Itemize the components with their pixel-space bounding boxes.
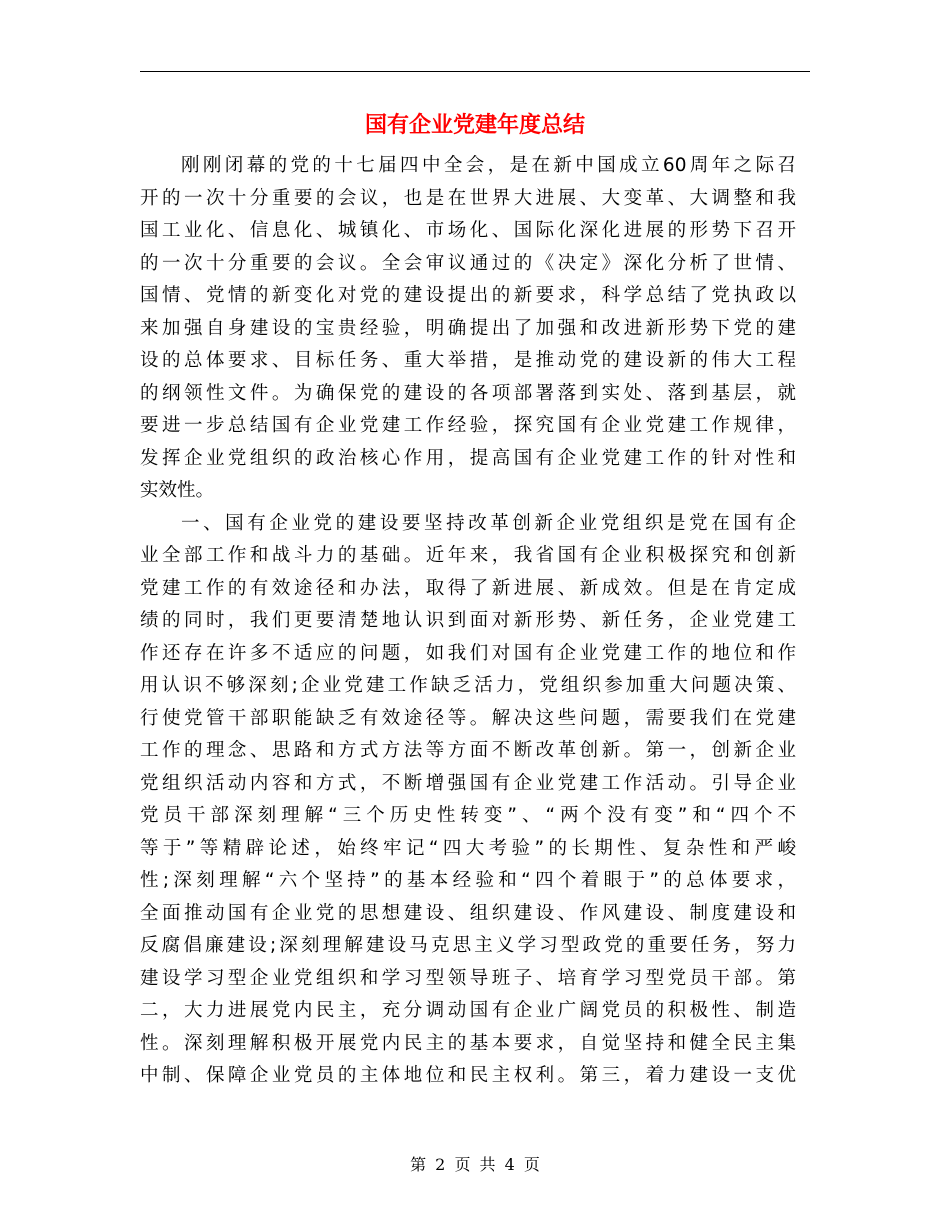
text-line: 等于”等精辟论述，始终牢记“四大考验”的长期性、复杂性和严峻 [140,837,796,859]
text-line: 性。深刻理解积极开展党内民主的基本要求，自觉坚持和健全民主集 [140,1032,796,1054]
document-body [140,150,796,1093]
page-number-footer: 第 2 页 共 4 页 [410,1155,540,1174]
text-line: 实效性。 [140,480,215,501]
text-line: 党建工作的有效途径和办法，取得了新进展、新成效。但是在肯定成 [140,577,796,599]
text-line: 刚刚闭幕的党的十七届四中全会，是在新中国成立60周年之际召 [181,155,796,176]
header-rule [140,71,810,72]
text-line: 行使党管干部职能缺乏有效途径等。解决这些问题，需要我们在党建 [140,707,796,729]
text-line: 来加强自身建设的宝贵经验，明确提出了加强和改进新形势下党的建 [140,317,796,339]
text-line: 一、国有企业党的建设要坚持改革创新企业党组织是党在国有企 [181,512,796,534]
text-line: 的纲领性文件。为确保党的建设的各项部署落到实处、落到基层，就 [140,382,796,404]
text-line: 国情、党情的新变化对党的建设提出的新要求，科学总结了党执政以 [140,285,796,306]
text-line: 绩的同时，我们更要清楚地认识到面对新形势、新任务，企业党建工 [140,610,796,631]
text-line: 作还存在许多不适应的问题，如我们对国有企业党建工作的地位和作 [140,642,796,664]
text-line: 党组织活动内容和方式，不断增强国有企业党建工作活动。引导企业 [140,772,796,794]
text-line: 的一次十分重要的会议。全会审议通过的《决定》深化分析了世情、 [140,252,796,274]
text-line: 要进一步总结国有企业党建工作经验，探究国有企业党建工作规律， [140,415,796,436]
text-line: 反腐倡廉建设;深刻理解建设马克思主义学习型政党的重要任务，努力 [140,935,796,956]
text-line: 设的总体要求、目标任务、重大举措，是推动党的建设新的伟大工程 [140,350,796,371]
text-line: 党员干部深刻理解“三个历史性转变”、“两个没有变”和“四个不 [140,805,796,826]
text-line: 二，大力进展党内民主，充分调动国有企业广阔党员的积极性、制造 [140,1000,796,1021]
text-line: 用认识不够深刻;企业党建工作缺乏活力，党组织参加重大问题决策、 [140,675,796,696]
text-line: 性;深刻理解“六个坚持”的基本经验和“四个着眼于”的总体要求， [140,870,796,891]
text-line: 国工业化、信息化、城镇化、市场化、国际化深化进展的形势下召开 [140,220,796,241]
paragraph [140,150,796,508]
text-line: 工作的理念、思路和方式方法等方面不断改革创新。第一，创新企业 [140,740,796,761]
text-line: 业全部工作和战斗力的基础。近年来，我省国有企业积极探究和创新 [140,545,796,566]
document-title: 国有企业党建年度总结 [364,113,585,138]
text-line: 建设学习型企业党组织和学习型领导班子、培育学习型党员干部。第 [140,967,796,989]
text-line: 全面推动国有企业党的思想建设、组织建设、作风建设、制度建设和 [140,902,796,924]
text-line: 中制、保障企业党员的主体地位和民主权利。第三，着力建设一支优 [140,1065,796,1086]
text-line: 开的一次十分重要的会议，也是在世界大进展、大变革、大调整和我 [140,187,796,209]
paragraph [140,508,796,1093]
text-line: 发挥企业党组织的政治核心作用，提高国有企业党建工作的针对性和 [140,447,796,469]
